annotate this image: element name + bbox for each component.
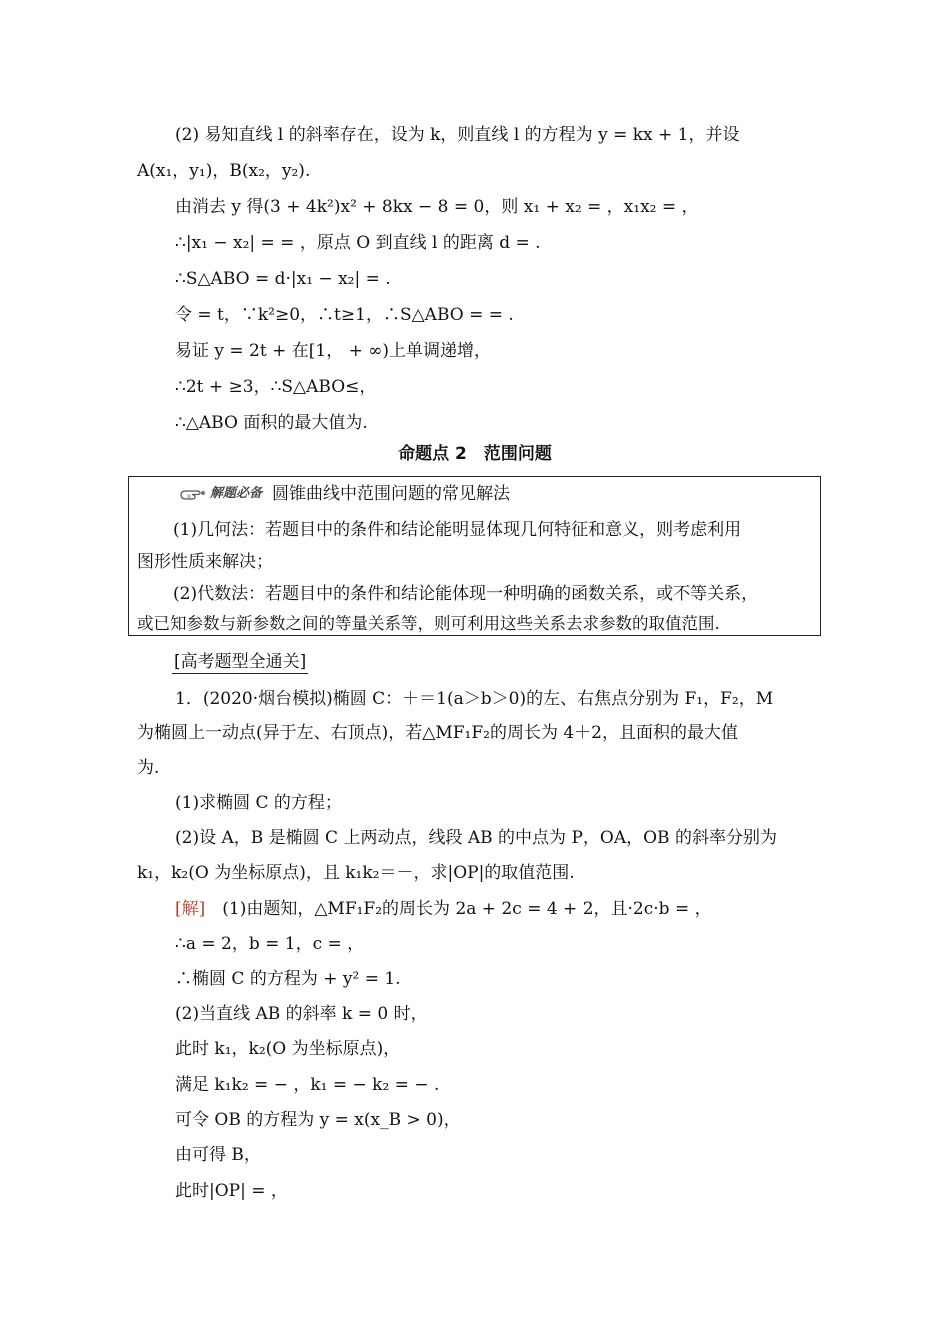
solution-line-3: ∴椭圆 C 的方程为 + y² = 1. bbox=[175, 969, 401, 989]
part2-line-4: ∴|x₁ − x₂| = = ，原点 O 到直线 l 的距离 d = . bbox=[175, 233, 541, 253]
part2-line-6: 令 = t，∵k²≥0，∴t≥1，∴S△ABO = = . bbox=[175, 305, 514, 325]
problem-part-1: (1)求椭圆 C 的方程； bbox=[175, 793, 342, 813]
problem-part-2-line-2: k₁，k₂(O 为坐标原点)，且 k₁k₂＝－，求|OP|的取值范围. bbox=[137, 863, 575, 883]
method-algebraic-line-2: 或已知参数与新参数之间的等量关系等，则可利用这些关系去求参数的取值范围. bbox=[137, 614, 720, 633]
solution-line-4: (2)当直线 AB 的斜率 k = 0 时， bbox=[175, 1004, 428, 1024]
solution-line-9: 此时|OP| = ， bbox=[175, 1181, 288, 1201]
problem-part-2-line-1: (2)设 A，B 是椭圆 C 上两动点，线段 AB 的中点为 P，OA，OB 的斜率分别为 bbox=[175, 828, 777, 848]
section-title: 命题点 2 范围问题 bbox=[398, 444, 552, 464]
part2-line-1: (2) 易知直线 l 的斜率存在，设为 k，则直线 l 的方程为 y = kx + 1，并设 bbox=[175, 125, 740, 145]
exam-section-tag: [高考题型全通关] bbox=[174, 652, 307, 672]
problem-line-1: 1．(2020·烟台模拟)椭圆 C：＋＝1(a＞b＞0)的左、右焦点分别为 F₁，F₂，M bbox=[175, 689, 774, 709]
solution-line-7: 可令 OB 的方程为 y = x(x_B > 0)， bbox=[175, 1110, 461, 1130]
part2-line-7: 易证 y = 2t + 在[1， + ∞)上单调递增， bbox=[175, 341, 492, 361]
method-box-header bbox=[179, 483, 510, 505]
solution-label: [解] bbox=[175, 899, 206, 919]
solution-line-8: 由可得 B， bbox=[175, 1145, 261, 1165]
part2-line-9: ∴△ABO 面积的最大值为. bbox=[175, 413, 368, 433]
solution-line-1 bbox=[175, 898, 712, 920]
part2-line-3: 由消去 y 得(3 + 4k²)x² + 8kx − 8 = 0，则 x₁ + x₂ = ，x₁x₂ = ， bbox=[175, 197, 699, 217]
part2-line-8: ∴2t + ≥3，∴S△ABO≤， bbox=[175, 377, 377, 397]
solution-line-1-text: (1)由题知，△MF₁F₂的周长为 2a + 2c = 4 + 2，且·2c·b = ， bbox=[205, 899, 712, 919]
method-badge bbox=[179, 483, 262, 505]
problem-line-3: 为. bbox=[137, 758, 160, 778]
method-badge-label: 解题必备 bbox=[210, 486, 263, 501]
solution-line-2: ∴a = 2，b = 1，c = ， bbox=[175, 934, 365, 954]
method-algebraic-line-1: (2)代数法：若题目中的条件和结论能体现一种明确的函数关系，或不等关系， bbox=[173, 584, 759, 604]
method-geometric-line-1: (1)几何法：若题目中的条件和结论能明显体现几何特征和意义，则考虑利用 bbox=[173, 520, 742, 540]
problem-line-2: 为椭圆上一动点(异于左、右顶点)，若△MF₁F₂的周长为 4＋2，且面积的最大值 bbox=[137, 723, 739, 743]
method-box bbox=[128, 476, 821, 636]
part2-line-2: A(x₁，y₁)，B(x₂，y₂). bbox=[137, 161, 311, 181]
solution-line-6: 满足 k₁k₂ = − ，k₁ = − k₂ = − . bbox=[175, 1075, 440, 1095]
method-box-heading: 圆锥曲线中范围问题的常见解法 bbox=[272, 484, 511, 504]
solution-line-5: 此时 k₁，k₂(O 为坐标原点)， bbox=[175, 1039, 401, 1059]
hand-pointer-icon bbox=[179, 486, 207, 502]
method-geometric-line-2: 图形性质来解决； bbox=[137, 552, 273, 572]
part2-line-5: ∴S△ABO = d·|x₁ − x₂| = . bbox=[175, 269, 391, 289]
